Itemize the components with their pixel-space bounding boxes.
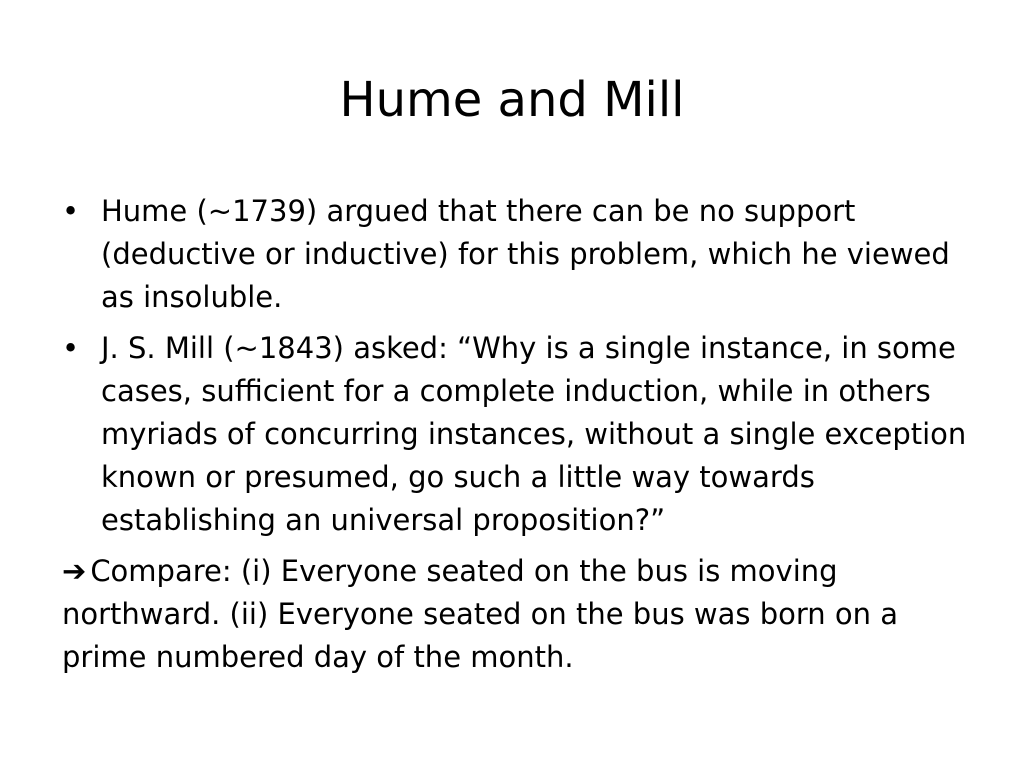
bullet-item-hume [62,190,982,319]
compare-paragraph [62,550,982,679]
bullet-text: J. S. Mill (~1843) asked: “Why is a single instance, in some cases, sufficient for a complete induction, while in others myriads of concurring instances, without a single exception known or presumed, go such a little way towards establishing an universal proposition?” [101,331,967,537]
compare-text: Compare: (i) Everyone seated on the bus is moving northward. (ii) Everyone seated on the bus was born on a prime numbered day of the month. [62,554,899,674]
slide-body [62,190,982,679]
slide-title: Hume and Mill [339,72,685,128]
right-arrow-icon: ➔ [62,554,87,588]
bullet-text: Hume (~1739) argued that there can be no support (deductive or inductive) for this problem, which he viewed as insoluble. [101,194,950,314]
bullet-item-mill [62,327,982,542]
bullet-icon: • [62,194,80,228]
bullet-icon: • [62,331,80,365]
